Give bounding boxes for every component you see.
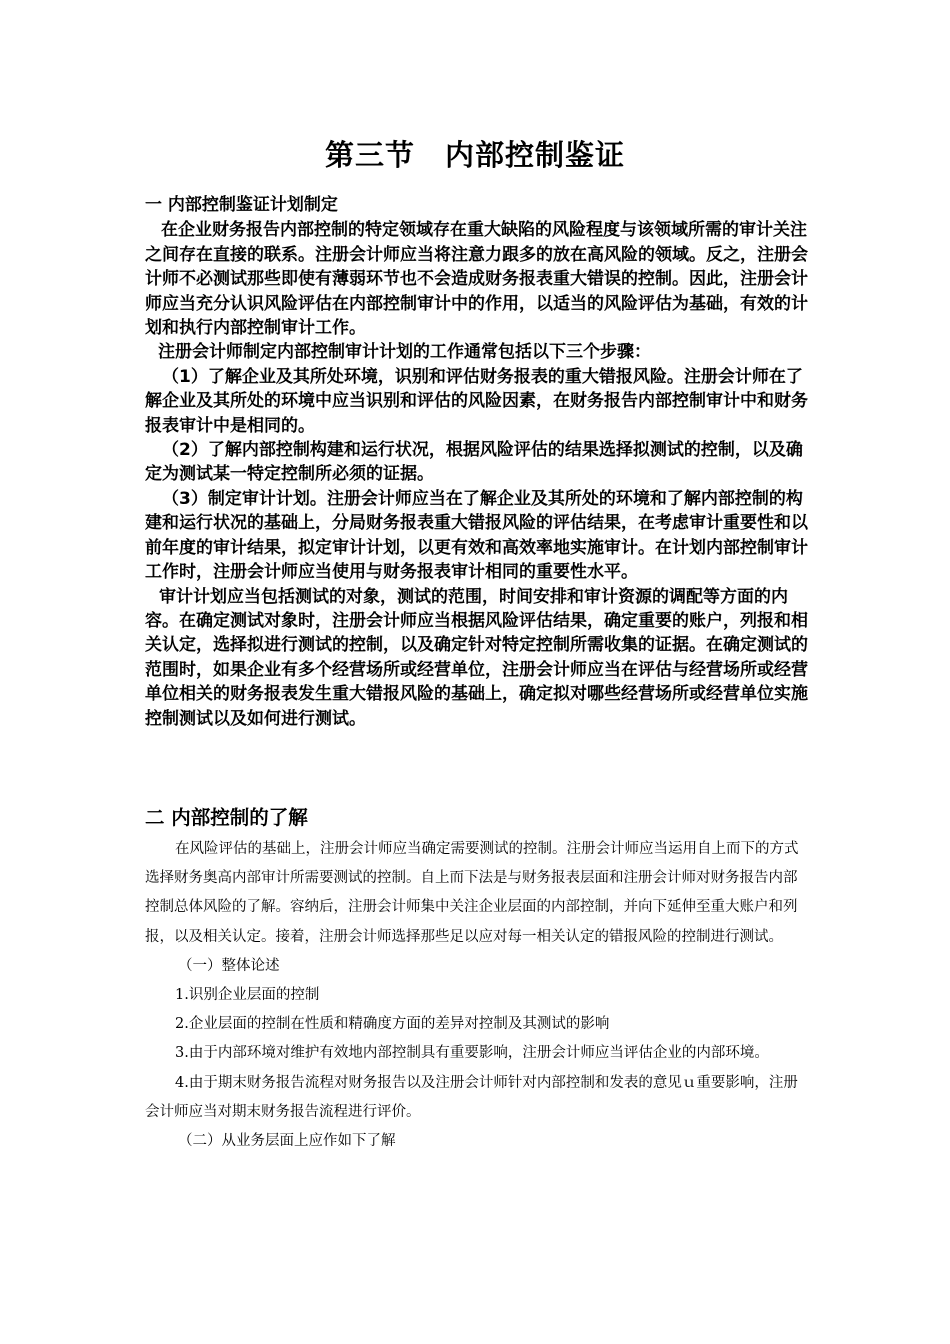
list-item: 2.企业层面的控制在性质和精确度方面的差异对控制及其测试的影响	[175, 1016, 610, 1033]
subheading: （一）整体论述	[178, 957, 280, 974]
list-item: 3.由于内部环境对维护有效地内部控制具有重要影响，注册会计师应当评估企业的内部环境。	[175, 1045, 769, 1062]
section-understanding	[145, 835, 807, 1156]
section-heading: 二 内部控制的了解	[145, 806, 308, 829]
paragraph: 审计计划应当包括测试的对象，测试的范围，时间安排和审计资源的调配等方面的内容。在确定测试对象时，注册会计师应当根据风险评估结果，确定重要的账户，列报和相关认定，选择拟进行测试的控制，以及确定针对特定控制所需收集的证据。在确定测试的范围时，如果企业有多个经营场所或经营单位，注册会计师应当在评估与经营场所或经营单位相关的财务报表发生重大错报风险的基础上，确定拟对哪些经营场所或经营单位实施控制测试以及如何进行测试。	[145, 586, 808, 729]
step-item: （3）制定审计计划。注册会计师应当在了解企业及其所处的环境和了解内部控制的构建和运行状况的基础上，分局财务报表重大错报风险的评估结果，在考虑审计重要性和以前年度的审计结果，拟定审计计划，以更有效和高效率地实施审计。在计划内部控制审计工作时，注册会计师应当使用与财务报表审计相同的重要性水平。	[145, 488, 808, 583]
paragraph: 在企业财务报告内部控制的特定领域存在重大缺陷的风险程度与该领域所需的审计关注之间存在直接的联系。注册会计师应当将注意力跟多的放在高风险的领域。反之，注册会计师不必测试那些即使有薄弱环节也不会造成财务报表重大错误的控制。因此，注册会计师应当充分认识风险评估在内部控制审计中的作用，以适当的风险评估为基础，有效的计划和执行内部控制审计工作。	[145, 220, 808, 339]
list-item: 1.识别企业层面的控制	[175, 987, 320, 1004]
section-plan	[145, 193, 810, 731]
section-heading: 一 内部控制鉴证计划制定	[145, 195, 338, 215]
list-item: 4.由于期末财务报告流程对财务报告以及注册会计师针对内部控制和发表的意见ｕ重要影响，注册会计师应当对期末财务报告流程进行评价。	[145, 1074, 798, 1120]
step-item: （2）了解内部控制构建和运行状况，根据风险评估的结果选择拟测试的控制，以及确定为测试某一特定控制所必须的证据。	[145, 440, 803, 485]
step-item: （1）了解企业及其所处环境，识别和评估财务报表的重大错报风险。注册会计师在了解企业及其所处的环境中应当识别和评估的风险因素，在财务报告内部控制审计中和财务报表审计中是相同的。	[145, 366, 808, 436]
page-title: 第三节 内部控制鉴证	[324, 138, 625, 172]
subheading: （二）从业务层面上应作如下了解	[178, 1133, 396, 1150]
paragraph: 在风险评估的基础上，注册会计师应当确定需要测试的控制。注册会计师应当运用自上而下的方式选择财务奥高内部审计所需要测试的控制。自上而下法是与财务报表层面和注册会计师对财务报告内部控制总体风险的了解。容纳后，注册会计师集中关注企业层面的内部控制，并向下延伸至重大账户和列报，以及相关认定。接着，注册会计师选择那些足以应对每一相关认定的错报风险的控制进行测试。	[145, 841, 799, 945]
paragraph: 注册会计师制定内部控制审计计划的工作通常包括以下三个步骤：	[158, 342, 651, 363]
